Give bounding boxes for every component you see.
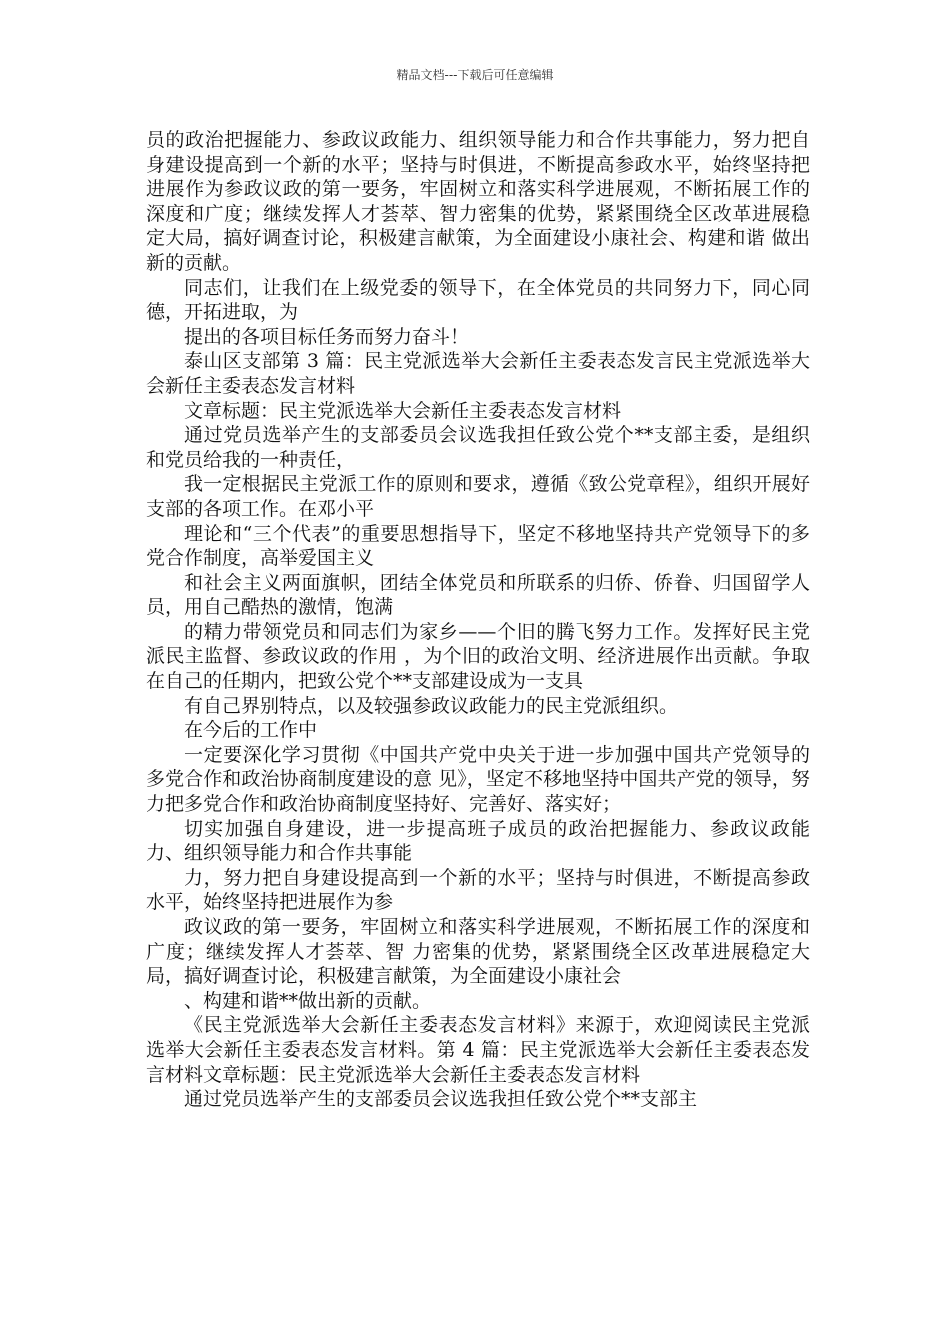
paragraph: 一定要深化学习贯彻《中国共产党中央关于进一步加强中国共产党领导的多党合作和政治协商制度建设的意 见》，坚定不移地坚持中国共产党的领导，努力把多党合作和政治协商制度坚持好、完善好、落实好； (146, 743, 810, 816)
document-body (146, 128, 810, 1112)
paragraph: 的精力带领党员和同志们为家乡——个旧的腾飞努力工作。发挥好民主党派民主监督、参政议政的作用 ，为个旧的政治文明、经济进展作出贡献。争取在自己的任期内，把致公党个**支部建设成为一支具 (146, 620, 810, 693)
paragraph: 切实加强自身建设，进一步提高班子成员的政治把握能力、参政议政能力、组织领导能力和合作共事能 (146, 817, 810, 865)
paragraph: 我一定根据民主党派工作的原则和要求，遵循《致公党章程》，组织开展好支部的各项工作。在邓小平 (146, 473, 810, 520)
paragraph: 文章标题：民主党派选举大会新任主委表态发言材料 (184, 399, 622, 422)
paragraph: 泰山区支部第 3 篇：民主党派选举大会新任主委表态发言民主党派选举大会新任主委表态发言材料 (146, 350, 810, 397)
paragraph: 理论和“三个代表”的重要思想指导下，坚定不移地坚持共产党领导下的多党合作制度，高举爱国主义 (146, 522, 810, 570)
paragraph: 、构建和谐**做出新的贡献。 (184, 989, 432, 1012)
page-header: 精品文档---下载后可任意编辑 (396, 68, 554, 82)
paragraph: 通过党员选举产生的支部委员会议选我担任致公党个**支部主委，是组织和党员给我的一种责任， (146, 424, 810, 471)
paragraph: 在今后的工作中 (184, 719, 318, 742)
paragraph: 力，努力把自身建设提高到一个新的水平；坚持与时俱进，不断提高参政水平，始终坚持把进展作为参 (146, 866, 810, 914)
paragraph: 通过党员选举产生的支部委员会议选我担任致公党个**支部主 (184, 1088, 698, 1111)
paragraph: 同志们，让我们在上级党委的领导下，在全体党员的共同努力下，同心同德，开拓进取，为 (146, 276, 810, 324)
paragraph: 有自己界别特点，以及较强参政议政能力的民主党派组织。 (184, 694, 679, 717)
paragraph: 政议政的第一要务，牢固树立和落实科学进展观，不断拓展工作的深度和广度；继续发挥人才荟萃、智 力密集的优势，紧紧围绕全区改革进展稳定大局，搞好调查讨论，积极建言献策，为全面建设小康社会 (146, 916, 810, 988)
paragraph: 提出的各项目标任务而努力奋斗！ (184, 325, 470, 348)
paragraph: 员的政治把握能力、参政议政能力、组织领导能力和合作共事能力，努力把自身建设提高到一个新的水平；坚持与时俱进，不断提高参政水平，始终坚持把进展作为参政议政的第一要务，牢固树立和落实科学进展观，不断拓展工作的深度和广度；继续发挥人才荟萃、智力密集的优势，紧紧围绕全区改革进展稳定大局，搞好调查讨论，积极建言献策，为全面建设小康社会、构建和谐 做出新的贡献。 (146, 129, 810, 274)
paragraph: 《民主党派选举大会新任主委表态发言材料》来源于，欢迎阅读民主党派选举大会新任主委表态发言材料。第 4 篇：民主党派选举大会新任主委表态发言材料文章标题：民主党派选举大会新任主委表态发言材料 (146, 1014, 810, 1086)
paragraph: 和社会主义两面旗帜，团结全体党员和所联系的归侨、侨眷、归国留学人员，用自己酷热的激情，饱满 (146, 571, 810, 619)
